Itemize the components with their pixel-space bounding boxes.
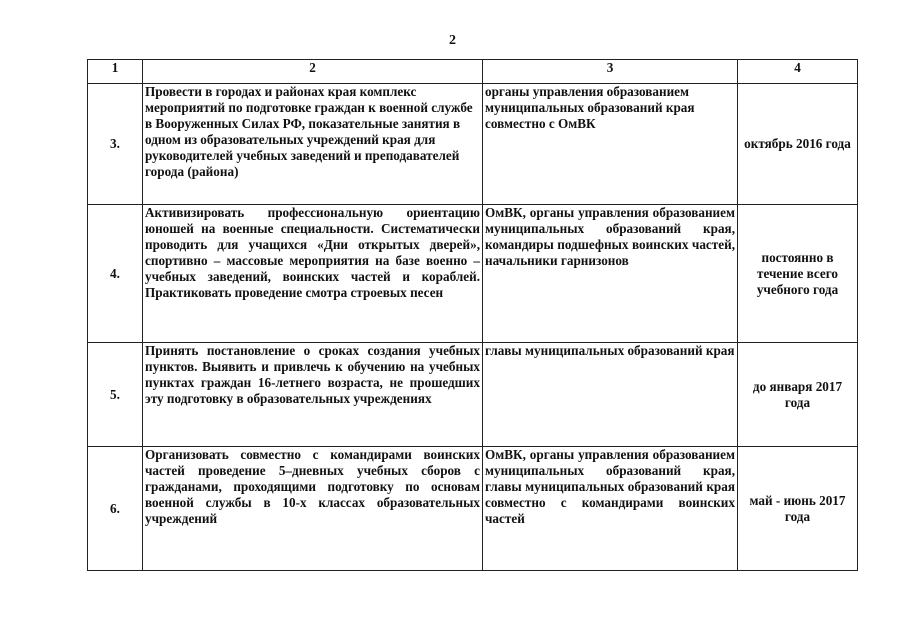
row-action: Активизировать профессиональную ориентацию юношей на военные специальности. Систематически проводить для учащихся «Дни открытых дверей», спортивно – массовые мероприятия на базе военно – учебных заведений, воинских частей и кораблей. Практиковать проведение смотра строевых песен (143, 205, 483, 343)
row-term: постоянно в течение всего учебного года (738, 205, 858, 343)
row-number: 6. (88, 447, 143, 571)
row-responsible: ОмВК, органы управления образованием муниципальных образований края, командиры подшефных воинских частей, начальники гарнизонов (483, 205, 738, 343)
row-term: май - июнь 2017 года (738, 447, 858, 571)
row-action: Принять постановление о сроках создания учебных пунктов. Выявить и привлечь к обучению на учебных пунктах граждан 16-летнего возраста, не прошедших эту подготовку в образовательных учреждениях (143, 343, 483, 447)
header-col-3: 3 (483, 60, 738, 84)
row-term: октябрь 2016 года (738, 84, 858, 205)
row-responsible: ОмВК, органы управления образованием муниципальных образований края, главы муниципальных образований края совместно с командирами воинских частей (483, 447, 738, 571)
table-row (88, 205, 858, 343)
row-responsible: главы муниципальных образований края (483, 343, 738, 447)
row-responsible: органы управления образованием муниципальных образований края совместно с ОмВК (483, 84, 738, 205)
header-col-4: 4 (738, 60, 858, 84)
row-number: 5. (88, 343, 143, 447)
header-col-1: 1 (88, 60, 143, 84)
plan-table (87, 59, 858, 571)
row-action: Провести в городах и районах края комплекс мероприятий по подготовке граждан к военной службе в Вооруженных Силах РФ, показательные занятия в одном из образовательных учреждений края для руководителей учебных заведений и преподавателей города (района) (143, 84, 483, 205)
table-row (88, 447, 858, 571)
page-number: 2 (449, 33, 456, 48)
table-row (88, 343, 858, 447)
row-term: до января 2017 года (738, 343, 858, 447)
row-number: 4. (88, 205, 143, 343)
row-number: 3. (88, 84, 143, 205)
row-action: Организовать совместно с командирами воинских частей проведение 5–дневных учебных сборов с гражданами, проходящими подготовку по основам военной службы в 10-х классах образовательных учреждений (143, 447, 483, 571)
table-row (88, 84, 858, 205)
header-col-2: 2 (143, 60, 483, 84)
table-header-row (88, 60, 858, 84)
